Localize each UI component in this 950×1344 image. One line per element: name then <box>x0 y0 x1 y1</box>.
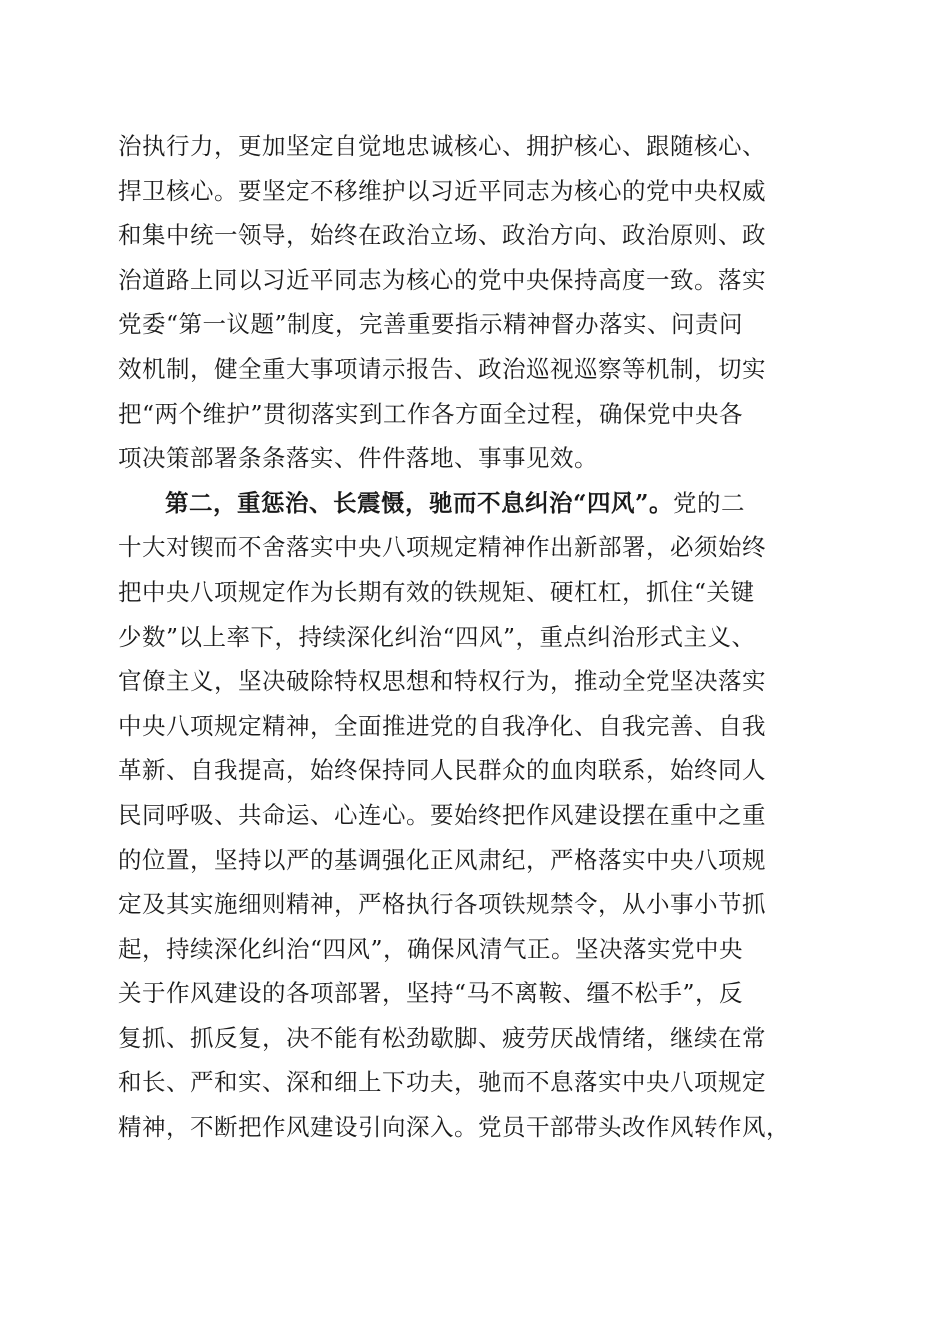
paragraph-line: 和长、严和实、深和细上下功夫，驰而不息落实中央八项规定 <box>118 1068 766 1097</box>
paragraph-line: 把中央八项规定作为长期有效的铁规矩、硬杠杠，抓住“关键 <box>118 577 755 606</box>
paragraph-line: 民同呼吸、共命运、心连心。要始终把作风建设摆在重中之重 <box>118 800 766 829</box>
paragraph-line: 定及其实施细则精神，严格执行各项铁规禁令，从小事小节抓 <box>118 890 766 919</box>
paragraph-line: 效机制，健全重大事项请示报告、政治巡视巡察等机制，切实 <box>118 354 766 383</box>
paragraph-line: 党委“第一议题”制度，完善重要指示精神督办落实、问责问 <box>118 310 744 339</box>
paragraph-1 <box>118 124 838 481</box>
paragraph-line: 的位置，坚持以严的基调强化正风肃纪，严格落实中央八项规 <box>118 845 766 874</box>
paragraph-first-line <box>118 481 838 526</box>
paragraph-line: 中央八项规定精神，全面推进党的自我净化、自我完善、自我 <box>118 711 766 740</box>
paragraph-line: 精神，不断把作风建设引向深入。党员干部带头改作风转作风， <box>118 1113 790 1142</box>
paragraph-line: 关于作风建设的各项部署，坚持“马不离鞍、缰不松手”，反 <box>118 979 744 1008</box>
paragraph-2 <box>118 481 838 1150</box>
paragraph-line: 官僚主义，坚决破除特权思想和特权行为，推动全党坚决落实 <box>118 667 766 696</box>
paragraph-line: 把“两个维护”贯彻落实到工作各方面全过程，确保党中央各 <box>118 399 744 428</box>
paragraph-line: 治道路上同以习近平同志为核心的党中央保持高度一致。落实 <box>118 265 766 294</box>
paragraph-line: 革新、自我提高，始终保持同人民群众的血肉联系，始终同人 <box>118 756 766 785</box>
section-heading: 第二，重惩治、长震慑，驰而不息纠治“四风”。 <box>165 488 674 517</box>
paragraph-line: 捍卫核心。要坚定不移维护以习近平同志为核心的党中央权威 <box>118 176 766 205</box>
paragraph-line: 项决策部署条条落实、件件落地、事事见效。 <box>118 444 598 473</box>
paragraph-line: 和集中统一领导，始终在政治立场、政治方向、政治原则、政 <box>118 221 766 250</box>
paragraph-line: 复抓、抓反复，决不能有松劲歇脚、疲劳厌战情绪，继续在常 <box>118 1023 766 1052</box>
paragraph-line: 起，持续深化纠治“四风”，确保风清气正。坚决落实党中央 <box>118 934 744 963</box>
paragraph-line: 少数”以上率下，持续深化纠治“四风”，重点纠治形式主义、 <box>118 622 756 651</box>
paragraph-line: 治执行力，更加坚定自觉地忠诚核心、拥护核心、跟随核心、 <box>118 132 766 160</box>
first-line-rest: 党的二 <box>673 488 746 517</box>
paragraph-line: 十大对锲而不舍落实中央八项规定精神作出新部署，必须始终 <box>118 533 766 562</box>
document-body <box>118 124 838 1150</box>
